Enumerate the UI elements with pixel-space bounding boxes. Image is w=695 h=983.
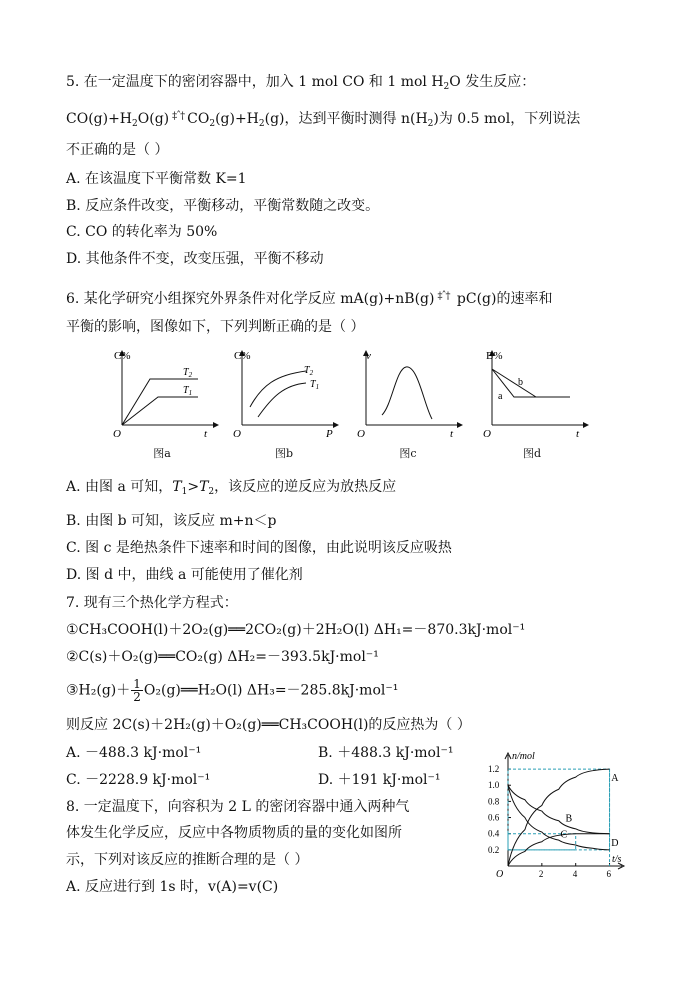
q6-stem: 6. 某化学研究小组探究外界条件对化学反应 mA(g)+nB(g) ‡ˆ† pC(g)的速率和 — [66, 288, 552, 308]
q7-option-b: B. ＋488.3 kJ·mol⁻¹ — [318, 745, 454, 761]
q7-question: 则反应 2C(s)＋2H₂(g)＋O₂(g)══CH₃COOH(l)的反应热为（ ） — [66, 717, 471, 733]
figure-a — [108, 345, 223, 440]
q5-stem-end: 不正确的是（ ） — [66, 142, 169, 158]
q6-option-a: A. 由图 a 可知，$T_1>T_2$，该反应的逆反应为放热反应 — [66, 479, 397, 497]
q6-option-b: B. 由图 b 可知，该反应 m+n＜p — [66, 513, 277, 529]
y-tick-label: 0.4 — [488, 828, 500, 839]
q7-eq2: ②C(s)＋O₂(g)══CO₂(g) ΔH₂=－393.5kJ·mol⁻¹ — [66, 649, 379, 665]
q5-equation: $CO(g)+H_2O(g)$ ‡ˆ† $CO_2(g)+H_2(g)$，达到平衡时测得 $n(H_2)$为 0.5 mol，下列说法 — [66, 108, 580, 128]
q5-option-b: B. 反应条件改变，平衡移动，平衡常数随之改变。 — [66, 198, 380, 214]
fig-a-caption: 图a — [153, 447, 171, 460]
q8-line1: 8. 一定温度下，向容积为 2 L 的密闭容器中通入两种气 — [66, 799, 410, 815]
q8-chart — [486, 748, 631, 883]
series-label-D: D — [611, 837, 619, 849]
series-label-A: A — [611, 773, 619, 785]
svg-text:t: t — [450, 428, 454, 440]
q7-intro: 7. 现有三个热化学方程式： — [66, 595, 238, 611]
fig-d-caption: 图d — [522, 447, 542, 460]
q7-eq3: ③H₂(g)＋ $\frac{1}{2}$ O₂(g)══H₂O(l) ΔH₃=－285.8kJ·mol⁻¹ — [66, 677, 399, 704]
svg-text:B%: B% — [486, 350, 503, 362]
svg-text:t: t — [576, 428, 580, 440]
x-tick-label: 6 — [606, 869, 612, 879]
q5-stem: 5. 在一定温度下的密闭容器中，加入 1 mol CO 和 1 mol $H_2O$ 发生反应： — [66, 74, 536, 92]
svg-text:P: P — [326, 428, 333, 440]
q5-option-c: C. CO 的转化率为 50% — [66, 224, 218, 240]
svg-text:C%: C% — [234, 350, 251, 362]
figure-d — [478, 345, 593, 440]
q7-option-d: D. ＋191 kJ·mol⁻¹ — [318, 772, 441, 788]
q8-line2: 体发生化学反应，反应中各物质物质的量的变化如图所 — [66, 825, 402, 841]
x-tick-label: 2 — [538, 869, 544, 879]
q8-option-a: A. 反应进行到 1s 时，v(A)=v(C) — [66, 879, 279, 895]
series-line-B — [508, 785, 610, 833]
svg-text:O: O — [233, 428, 241, 440]
q7-option-c: C. －2228.9 kJ·mol⁻¹ — [66, 772, 211, 788]
x-tick-label: 4 — [572, 869, 578, 879]
equilibrium-arrow-icon: ‡ˆ† — [172, 111, 185, 122]
figure-c — [352, 345, 467, 440]
q8-line3: 示，下列对该反应的推断合理的是（ ） — [66, 852, 309, 868]
q7-eq1: ①CH₃COOH(l)＋2O₂(g)══2CO₂(g)＋2H₂O(l) ΔH₁=－870.3kJ·mol⁻¹ — [66, 622, 526, 638]
fig-a-ylabel: C% — [114, 350, 131, 362]
svg-text:v: v — [366, 350, 371, 362]
svg-text:O: O — [483, 428, 491, 440]
svg-text:a: a — [498, 391, 503, 402]
svg-text:T1: $T_1$ — [310, 379, 320, 391]
series-label-C: C — [560, 829, 568, 841]
svg-text:b: b — [518, 377, 523, 388]
q7-option-a: A. －488.3 kJ·mol⁻¹ — [66, 745, 202, 761]
y-tick-label: 0.6 — [488, 812, 500, 823]
svg-text:T2: $T_2$ — [183, 367, 193, 379]
guide-box — [508, 769, 610, 850]
equilibrium-arrow-icon: ‡ˆ† — [437, 291, 450, 302]
q5-option-a: A. 在该温度下平衡常数 K=1 — [66, 171, 247, 187]
y-tick-label: 0.8 — [488, 796, 500, 807]
origin-label: O — [496, 869, 504, 880]
q5-option-d: D. 其他条件不变，改变压强，平衡不移动 — [66, 251, 324, 267]
q6-option-c: C. 图 c 是绝热条件下速率和时间的图像，由此说明该反应吸热 — [66, 540, 452, 556]
svg-text:O: O — [113, 428, 121, 440]
series-line-A — [508, 769, 610, 866]
x-axis-label: t/s — [612, 854, 622, 865]
svg-text:T1: $T_1$ — [183, 385, 193, 397]
figure-b — [228, 345, 343, 440]
fraction-half: $\frac{1}{2}$ — [133, 677, 141, 704]
q6-stem-2: 平衡的影响，图像如下，下列判断正确的是（ ） — [66, 319, 365, 335]
fig-b-caption: 图b — [274, 447, 294, 460]
svg-text:t: t — [204, 428, 208, 440]
y-tick-label: 1.2 — [488, 764, 500, 775]
fig-c-caption: 图c — [399, 447, 417, 460]
svg-text:O: O — [357, 428, 365, 440]
series-line-D — [508, 785, 610, 850]
q6-option-d: D. 图 d 中，曲线 a 可能使用了催化剂 — [66, 567, 303, 583]
y-axis-label: n/mol — [512, 751, 535, 762]
series-label-B: B — [565, 813, 573, 825]
svg-text:T2: $T_2$ — [304, 365, 314, 377]
y-tick-label: 0.2 — [488, 844, 500, 855]
y-tick-label: 1.0 — [488, 780, 500, 791]
